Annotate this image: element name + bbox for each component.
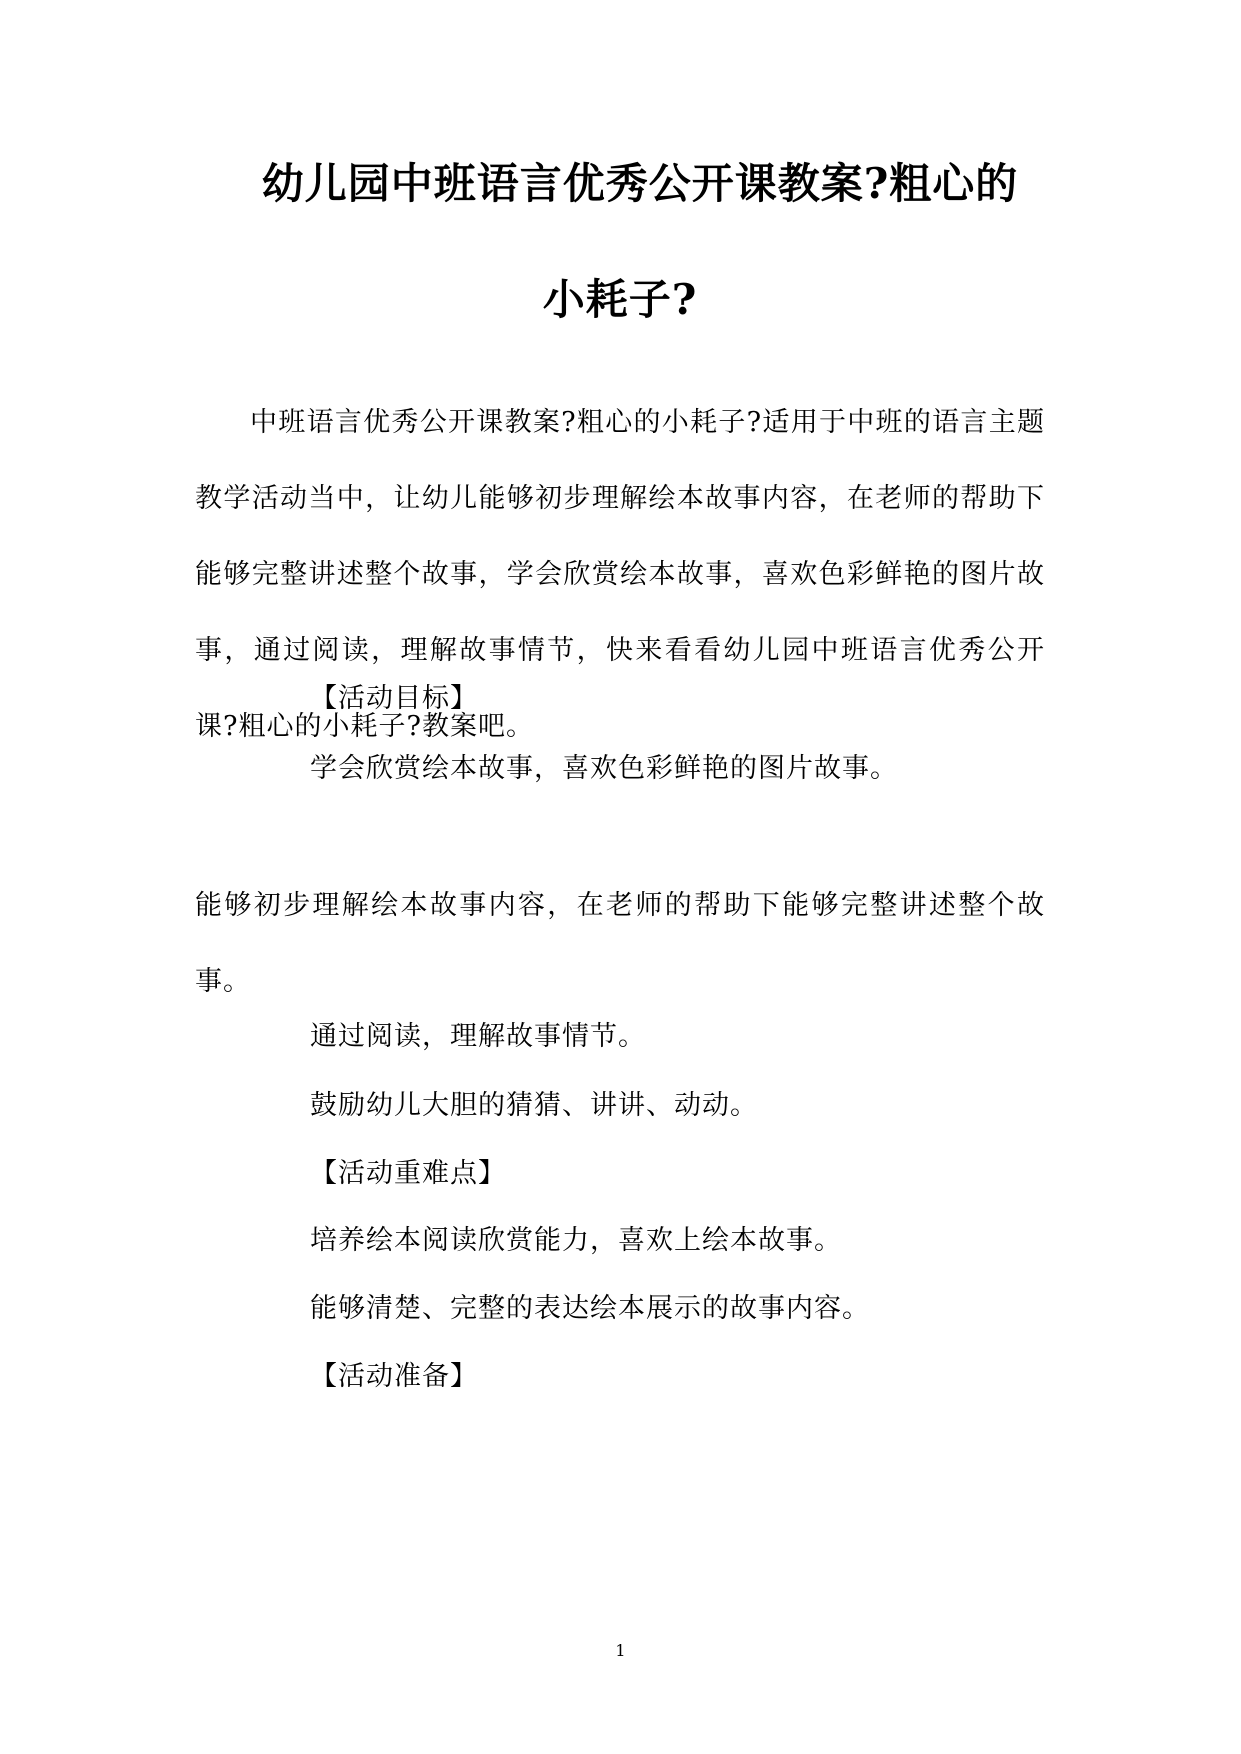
section-heading-goals: 【活动目标】 (310, 683, 478, 714)
key-point-item-1: 培养绘本阅读欣赏能力，喜欢上绘本故事。 (310, 1225, 842, 1256)
goal-item-2: 能够初步理解绘本故事内容，在老师的帮助下能够完整讲述整个故事。 (195, 890, 1045, 997)
key-point-item-2: 能够清楚、完整的表达绘本展示的故事内容。 (310, 1293, 870, 1324)
title-line-1: 幼儿园中班语言优秀公开课教案?粗心的 (261, 159, 1019, 208)
goal-item-3: 通过阅读，理解故事情节。 (310, 1021, 646, 1052)
section-heading-key-points: 【活动重难点】 (310, 1158, 506, 1189)
goal-item-1: 学会欣赏绘本故事，喜欢色彩鲜艳的图片故事。 (310, 753, 898, 784)
title-line-2: 小耗子? (542, 275, 698, 324)
intro-paragraph: 中班语言优秀公开课教案?粗心的小耗子?适用于中班的语言主题教学活动当中，让幼儿能够初步理解绘本故事内容，在老师的帮助下能够完整讲述整个故事，学会欣赏绘本故事，喜欢色彩鲜艳的图片故事，通过阅读，理解故事情节，快来看看幼儿园中班语言优秀公开课?粗心的小耗子?教案吧。 (195, 407, 1045, 742)
goal-item-4: 鼓励幼儿大胆的猜猜、讲讲、动动。 (310, 1090, 758, 1121)
page-number: 1 (615, 1641, 626, 1660)
section-heading-preparation: 【活动准备】 (310, 1361, 478, 1392)
